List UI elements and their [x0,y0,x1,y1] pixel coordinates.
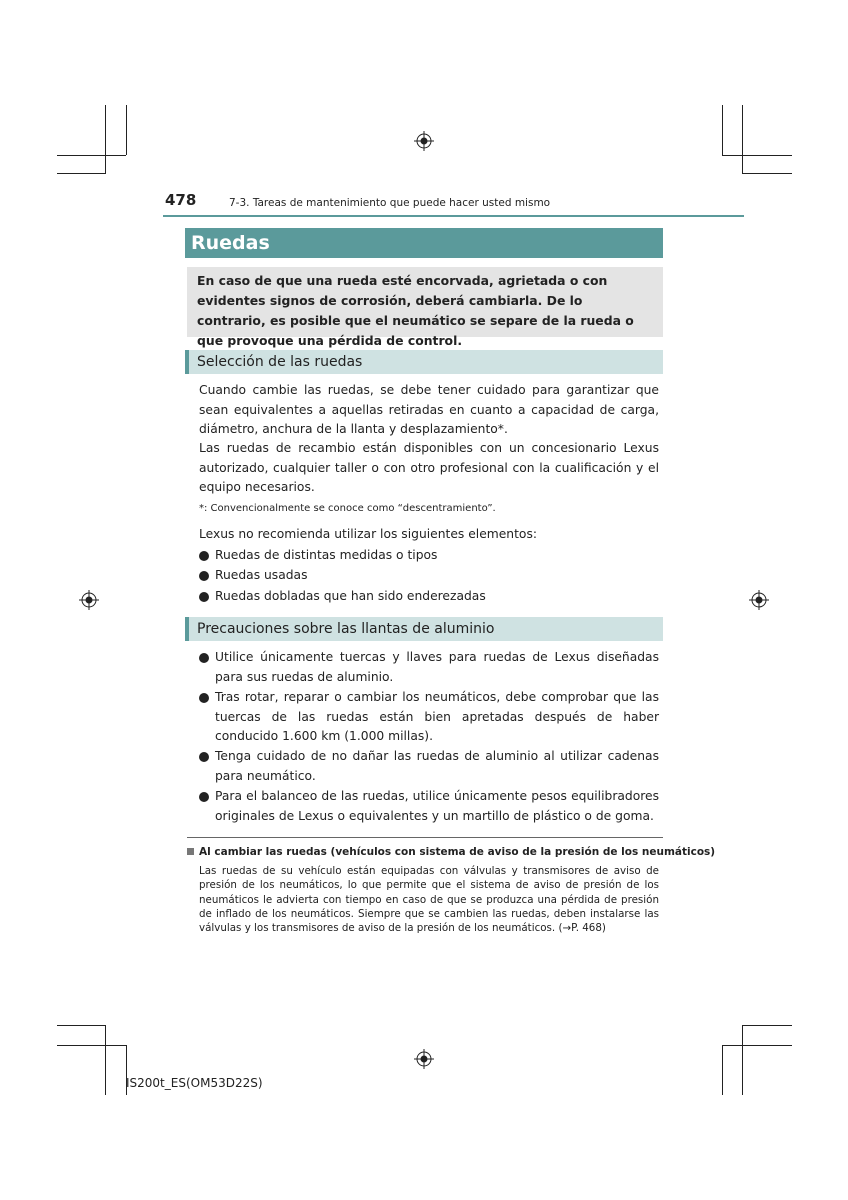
bullet-icon [199,571,209,581]
registration-mark-icon [414,131,434,151]
header-divider [163,215,744,217]
footnote: *: Convencionalmente se conoce como “descentramiento”. [199,503,496,514]
crop-mark-bottom-left-h2 [57,1045,126,1046]
subsection-heading-aluminum: Precauciones sobre las llantas de aluminio [185,617,663,641]
list-item [199,546,659,566]
footer-code: IS200t_ES(OM53D22S) [126,1076,263,1090]
square-bullet-icon [187,848,194,855]
info-title [187,846,715,858]
crop-mark-bottom-right-v [742,1025,743,1095]
info-title-text: Al cambiar las ruedas (vehículos con sistema de aviso de la presión de los neumáticos) [199,846,716,858]
chapter-title: 7-3. Tareas de mantenimiento que puede hacer usted mismo [229,197,551,209]
bullet-icon [199,592,209,602]
selection-paragraph-2: Las ruedas de recambio están disponibles con un concesionario Lexus autorizado, cualquier taller o con otro profesional con la cualificación y el equipo necesarios. [199,441,659,494]
list-item-text: Ruedas usadas [215,568,308,582]
info-divider [187,837,663,838]
crop-mark-top-right-v [722,105,723,155]
list-item [199,648,659,687]
list-item [199,787,659,826]
registration-mark-icon [749,590,769,610]
crop-mark-bottom-left-v [105,1025,106,1095]
page-number: 478 [165,191,197,209]
crop-mark-bottom-right-h [742,1025,792,1026]
crop-mark-top-left-h2 [57,173,106,174]
list-item [199,566,659,586]
crop-mark-top-right-h [722,155,792,156]
section-title: Ruedas [185,228,663,258]
warning-box: En caso de que una rueda esté encorvada, agrietada o con evidentes signos de corrosión, deberá cambiarla. De lo contrario, es posible que el neumático se separe de la rueda o que provoque una pérdida de control. [187,267,663,337]
selection-intro: Lexus no recomienda utilizar los siguientes elementos: [199,527,537,541]
list-item-text: Tras rotar, reparar o cambiar los neumáticos, debe comprobar que las tuercas de las ruedas están bien apretadas después de haber conducido 1.600 km (1.000 millas). [215,690,659,743]
list-item-text: Ruedas de distintas medidas o tipos [215,548,438,562]
list-item [199,747,659,786]
bullet-icon [199,653,209,663]
bullet-icon [199,693,209,703]
list-item-text: Para el balanceo de las ruedas, utilice únicamente pesos equilibradores originales de Lexus o equivalentes y un martillo de plástico o de goma. [215,789,659,823]
crop-mark-top-left-h [57,155,126,156]
bullet-icon [199,752,209,762]
subsection-heading-selection: Selección de las ruedas [185,350,663,374]
registration-mark-icon [414,1049,434,1069]
crop-mark-bottom-right-v2 [722,1045,723,1095]
list-item-text: Tenga cuidado de no dañar las ruedas de aluminio al utilizar cadenas para neumático. [215,749,659,783]
info-body: Las ruedas de su vehículo están equipadas con válvulas y transmisores de aviso de presión de los neumáticos, lo que permite que el sistema de aviso de presión de los neumáticos le advierta con tiempo en caso de que se produzca una pérdida de presión de inflado de los neumáticos. Siempre que se cambien las ruedas, deben instalarse las válvulas y los transmisores de aviso de la presión de los neumáticos. (→P. 468) [199,865,659,935]
registration-mark-icon [79,590,99,610]
list-item-text: Ruedas dobladas que han sido enderezadas [215,589,486,603]
list-item-text: Utilice únicamente tuercas y llaves para ruedas de Lexus diseñadas para sus ruedas de aluminio. [215,650,659,684]
crop-mark-top-right-v2 [742,105,743,173]
list-item [199,688,659,747]
bullet-icon [199,792,209,802]
list-item [199,587,659,607]
crop-mark-bottom-left-h [57,1025,106,1026]
crop-mark-bottom-right-h2 [722,1045,792,1046]
selection-paragraph-1: Cuando cambie las ruedas, se debe tener cuidado para garantizar que sean equivalentes a aquellas retiradas en cuanto a capacidad de carga, diámetro, anchura de la llanta y desplazamiento*. [199,383,659,436]
crop-mark-top-right-h2 [742,173,792,174]
bullet-icon [199,551,209,561]
crop-mark-top-left-v2 [126,105,127,155]
crop-mark-top-left-v [105,105,106,173]
